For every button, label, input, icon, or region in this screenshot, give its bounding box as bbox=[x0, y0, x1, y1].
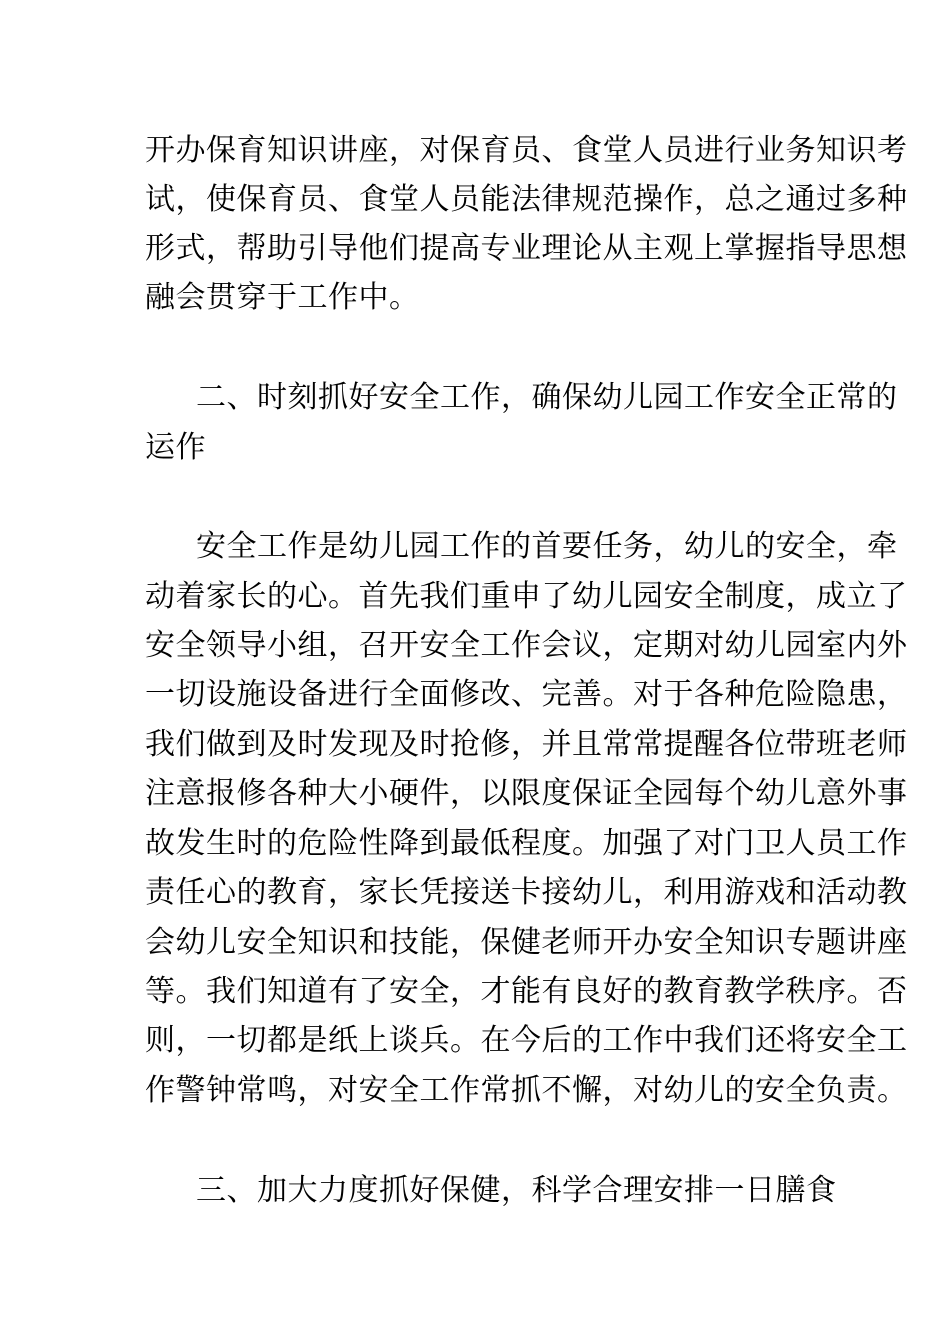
paragraph-1-line-4: 融会贯穿于工作中。 bbox=[145, 280, 420, 315]
paragraph-2-line-8: 责任心的教育，家长凭接送卡接幼儿，利用游戏和活动教 bbox=[145, 875, 908, 910]
paragraph-2-line-9: 会幼儿安全知识和技能，保健老师开办安全知识专题讲座 bbox=[145, 925, 908, 960]
paragraph-2-line-7: 故发生时的危险性降到最低程度。加强了对门卫人员工作 bbox=[145, 826, 908, 861]
paragraph-1-line-1: 开办保育知识讲座，对保育员、食堂人员进行业务知识考 bbox=[145, 133, 908, 168]
paragraph-2-line-2: 动着家长的心。首先我们重申了幼儿园安全制度，成立了 bbox=[145, 579, 908, 614]
paragraph-2-line-12: 作警钟常鸣，对安全工作常抓不懈，对幼儿的安全负责。 bbox=[145, 1073, 908, 1108]
section-heading-2-line-2: 运作 bbox=[145, 430, 206, 465]
section-heading-2-line-1: 二、时刻抓好安全工作，确保幼儿园工作安全正常的 bbox=[196, 380, 898, 415]
paragraph-1-line-2: 试，使保育员、食堂人员能法律规范操作，总之通过多种 bbox=[145, 182, 908, 217]
paragraph-2-line-10: 等。我们知道有了安全，才能有良好的教育教学秩序。否 bbox=[145, 974, 908, 1009]
paragraph-1-line-3: 形式，帮助引导他们提高专业理论从主观上掌握指导思想 bbox=[145, 231, 908, 266]
paragraph-2-line-4: 一切设施设备进行全面修改、完善。对于各种危险隐患， bbox=[145, 677, 908, 712]
paragraph-2-line-11: 则，一切都是纸上谈兵。在今后的工作中我们还将安全工 bbox=[145, 1023, 908, 1058]
paragraph-2-line-3: 安全领导小组，召开安全工作会议，定期对幼儿园室内外 bbox=[145, 628, 908, 663]
paragraph-2-line-6: 注意报修各种大小硬件，以限度保证全园每个幼儿意外事 bbox=[145, 776, 908, 811]
paragraph-2-line-5: 我们做到及时发现及时抢修，并且常常提醒各位带班老师 bbox=[145, 727, 908, 762]
paragraph-2-line-1: 安全工作是幼儿园工作的首要任务，幼儿的安全，牵 bbox=[196, 529, 898, 564]
section-heading-3: 三、加大力度抓好保健，科学合理安排一日膳食 bbox=[196, 1173, 837, 1208]
